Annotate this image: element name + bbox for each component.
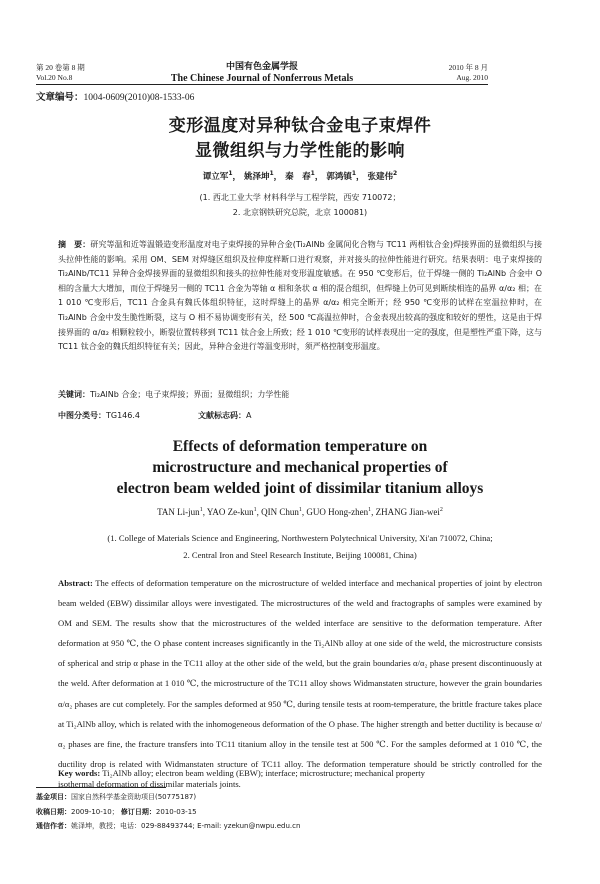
author: GUO Hong-zhen$^1$ xyxy=(306,507,372,517)
article-number xyxy=(36,89,194,103)
abstract-label: Abstract: xyxy=(58,578,93,588)
english-title-line: electron beam welded joint of dissimilar titanium alloys xyxy=(116,480,484,497)
doc-code-label: 文献标志码： xyxy=(198,411,246,420)
issue-date xyxy=(449,63,488,83)
english-title-line: Effects of deformation temperature on xyxy=(172,438,428,455)
english-abstract xyxy=(58,573,542,794)
abstract-text: 研究等温和近等温锻造变形温度对电子束焊接的异种合金(Ti₂AlNb 金属间化合物与 TC11 两相钛合金)焊接界面的显微组织与接头拉伸性能的影响。采用 OM、SEM 对焊缝区组织及拉伸度样断口进行观察，并对接头的拉伸性能进行研究。结果表明：电子束焊接的 Ti₂AlNb/TC11 异种合金焊接界面的显微组织和接头的拉伸性能对变形温度敏感。在 950 ℃变形后，位于焊缝一侧的 Ti₂AlNb 合金中 O 相的含量大大增加，而位于焊缝另一侧的 TC11 合金为等轴 α 相和条状 α 相的混合组织，但焊缝上仍可见到断续相连的晶界 α/α₂ 相；在 1 010 ℃变形后，TC11 合金具有魏氏体组织特征，这时焊缝上的晶界 α/α₂ 相完全断开；经 950 ℃变形的试样在室温拉伸时，在 Ti₂AlNb 合金中发生脆性断裂，这与 O 相不易协调变形有关，经 500 ℃高温拉伸时，合金表现出较高的强度和较好的塑性，这是由于焊接界面的 α/α₂ 相颗粒较小，断裂位置转移到 TC11 钛合金上所致；经 1 010 ℃变形的试样表现出一定的强度，但是塑性严重下降，这与 TC11 钛合金的魏氏组织特征有关；因此，异种合金进行等温变形时，须严格控制变形温度。 xyxy=(58,240,542,352)
fund-note: 基金项目：国家自然科学基金资助项目(50775187) xyxy=(36,793,197,801)
english-authors: TAN Li-jun$^1$, YAO Ze-kun$^1$, QIN Chun$^1$, GUO Hong-zhen$^1$, ZHANG Jian-wei$^2$ xyxy=(157,507,443,517)
chinese-authors: 谭立军$^1$， 姚泽坤$^1$， 秦 春$^1$， 郭鸿镇$^1$， 张建伟$^2$ xyxy=(202,170,398,182)
keywords-text: Ti₂AlNb alloy; electron beam welding (EBW); interface; microstructure; mechanical property xyxy=(102,768,425,778)
date-note: 收稿日期：2009-10-10； 修订日期：2010-03-15 xyxy=(36,807,197,816)
chinese-title xyxy=(0,114,600,164)
volume-cn: 第 20 卷第 8 期 xyxy=(36,63,85,72)
footnotes xyxy=(36,790,300,834)
author: TAN Li-jun$^1$ xyxy=(157,507,203,517)
affiliation-line: 2. Central Iron and Steel Research Institute, Beijing 100081, China) xyxy=(183,550,417,560)
corresponding-author-note: 通信作者：姚泽坤，教授；电话：029-88493744; E-mail: yzekun@nwpu.edu.cn xyxy=(36,822,301,830)
chinese-title-line: 变形温度对异种钛合金电子束焊件 xyxy=(168,116,432,136)
article-number-label: 文章编号： xyxy=(36,92,84,103)
journal-name-cn: 中国有色金属学报 xyxy=(225,62,298,72)
author: ZHANG Jian-wei$^2$ xyxy=(375,507,443,517)
abstract-label: 摘 要： xyxy=(58,240,91,249)
abstract-text: The effects of deformation temperature on the microstructure of welded interface and mechanical properties of joint by electron beam welded (EBW) dissimilar alloys were investigated. The microstructures of the weld and fractographs of samples were examined by OM and SEM. The results show that the microstructures of the welded interface are sensitive to the deformation temperature. After deformation at 950 ℃, the O phase content increases significantly in the Ti₂AlNb alloy at one side of the weld, the microstructure consists of spherical and strip α phase in the TC11 alloy at the other side of the weld, but the grain boundaries α/α₂ phase present discontinuously at the weld. After deformation at 1 010 ℃, the microstructure of the TC11 alloy shows Widmanstaten structure, however the grain boundaries α/α₂ phases are cut completely. For the samples deformed at 950 ℃, during tensile tests at room-temperature, the brittle fracture takes place at Ti₂AlNb alloy, which is related with the inhomogeneous deformation of the O phase. The higher strength and better ductility is because α/α₂ phases are fine, the fracture transfers into TC11 titanium alloy in the tensile test at 500 ℃. For the samples deformed at 1 010 ℃, the ductility drop is related with Widmanstaten structure of TC11 alloy. The deformation temperature should be strictly controlled for the isothermal deformation of dissimilar materials joints. xyxy=(58,578,542,789)
author: QIN Chun$^1$ xyxy=(261,507,302,517)
keywords-label: 关键词： xyxy=(58,390,90,399)
english-title xyxy=(0,436,600,499)
author: 郭鸿镇$^1$ xyxy=(326,170,357,182)
chinese-keywords xyxy=(58,389,542,400)
author: YAO Ze-kun$^1$ xyxy=(206,507,257,517)
author: 秦 春$^1$ xyxy=(285,170,315,182)
issue-date-en: Aug. 2010 xyxy=(456,73,488,82)
english-keywords xyxy=(58,768,542,778)
footnote-divider xyxy=(36,787,166,788)
header-divider xyxy=(36,84,488,85)
clc-value: TG146.4 xyxy=(106,411,140,420)
issue-date-cn: 2010 年 8 月 xyxy=(448,63,488,72)
author: 谭立军$^1$ xyxy=(202,170,233,182)
chinese-title-line: 显微组织与力学性能的影响 xyxy=(195,141,405,161)
chinese-affiliations xyxy=(0,190,600,220)
keywords-text: Ti₂AlNb 合金；电子束焊接；界面；显微组织；力学性能 xyxy=(90,390,290,399)
journal-name-en: The Chinese Journal of Nonferrous Metals xyxy=(170,73,354,84)
chinese-abstract xyxy=(58,238,542,355)
doc-code-value: A xyxy=(246,411,252,420)
author: 张建伟$^2$ xyxy=(367,170,398,182)
english-affiliations xyxy=(0,530,600,564)
article-number-value: 1004-0609(2010)08-1533-06 xyxy=(83,93,195,103)
author: 姚泽坤$^1$ xyxy=(243,170,274,182)
classification-info xyxy=(58,410,251,421)
affiliation-line: (1. College of Materials Science and Engineering, Northwestern Polytechnical University, Xi'an 710072, China; xyxy=(107,533,493,543)
affiliation-line: 2. 北京钢铁研究总院，北京 100081) xyxy=(232,208,368,217)
volume-en: Vol.20 No.8 xyxy=(36,73,73,82)
affiliation-line: (1. 西北工业大学 材料科学与工程学院，西安 710072； xyxy=(199,193,401,202)
english-title-line: microstructure and mechanical properties of xyxy=(152,459,448,476)
keywords-label: Key words: xyxy=(58,768,101,778)
journal-name xyxy=(36,62,488,84)
clc-label: 中图分类号： xyxy=(58,411,106,420)
